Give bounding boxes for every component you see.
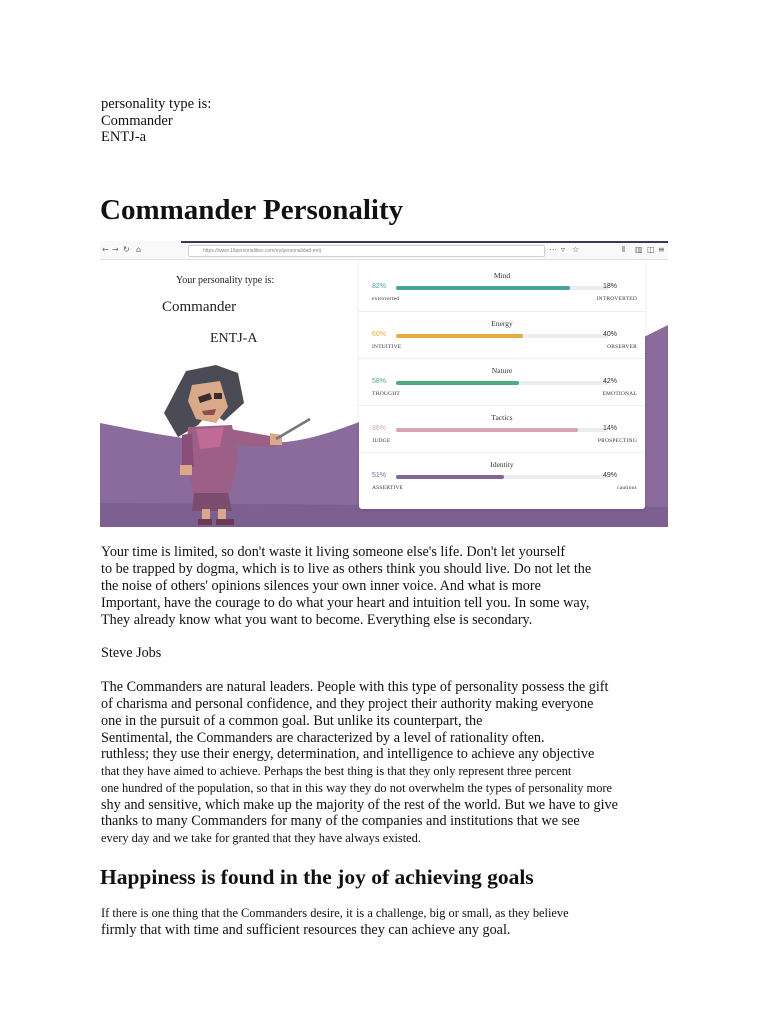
header-line-2: Commander [101, 113, 173, 129]
type-label: Your personality type is: [176, 275, 275, 286]
sidebar-icon: ▥ [635, 245, 643, 254]
trait-left-percent: 82% [372, 283, 387, 290]
trait-left-label: THOUGHT [372, 391, 400, 397]
quote-line: the noise of others' opinions silences your own inner voice. And what is more [101, 578, 541, 594]
back-icon: ← [102, 245, 109, 254]
trait-right-percent: 18% [602, 283, 617, 290]
last-line-2: firmly that with time and sufficient resources they can achieve any goal. [101, 922, 511, 938]
personality-result-screenshot [100, 241, 668, 527]
trait-left-label: JUDGE [372, 438, 391, 444]
paragraph-line: of charisma and personal confidence, and they project their authority making everyone [101, 696, 594, 712]
trait-right-label: cautious [617, 485, 637, 491]
trait-left-label: INTUITIVE [372, 344, 402, 350]
quote-line: They already know what you want to become. Everything else is secondary. [101, 612, 533, 628]
trait-bar-track [396, 428, 608, 432]
trait-left-percent: 60% [372, 331, 387, 338]
trait-right-percent: 14% [602, 425, 617, 432]
trait-left-label: extroverted [372, 296, 400, 302]
trait-bar-track [396, 475, 608, 479]
paragraph-line: one in the pursuit of a common goal. But unlike its counterpart, the [101, 713, 483, 729]
trait-name: Nature [491, 366, 513, 375]
last-line-1: If there is one thing that the Commanders desire, it is a challenge, big or small, as they believe [101, 906, 569, 920]
type-code: ENTJ-A [210, 331, 258, 346]
hamburger-icon: ≡ [658, 245, 665, 254]
quote-line: Important, have the courage to do what your heart and intuition tell you. In some way, [101, 595, 590, 611]
trait-row-nature [359, 358, 645, 406]
trait-name: Tactics [491, 413, 513, 422]
paragraph-line: that they have aimed to achieve. Perhaps the best thing is that they only represent three percent [101, 764, 572, 778]
trait-name: Energy [491, 319, 513, 328]
trait-bar-fill [396, 381, 519, 385]
menu-dots-icon: ⋯ [549, 245, 557, 254]
library-icon: ⫴ [622, 245, 626, 254]
trait-right-percent: 42% [602, 378, 617, 385]
quote-author: Steve Jobs [101, 645, 162, 661]
paragraph-line: shy and sensitive, which make up the majority of the rest of the world. But we have to give [101, 797, 618, 813]
star-icon: ☆ [572, 245, 580, 254]
paragraph-line: every day and we take for granted that they have always existed. [101, 831, 421, 845]
paragraph-line: thanks to many Commanders for many of the companies and institutions that we see [101, 813, 580, 829]
trait-left-percent: 58% [372, 378, 387, 385]
browser-toolbar [100, 241, 668, 260]
traits-panel [359, 260, 645, 509]
quote-line: to be trapped by dogma, which is to live as others think you should live. Do not let the [101, 561, 592, 577]
tab-strip-line [181, 241, 668, 243]
trait-row-identity [359, 452, 645, 500]
type-name: Commander [162, 299, 237, 315]
header-line-3: ENTJ-a [101, 129, 147, 145]
trait-right-label: PROSPECTING [597, 438, 637, 444]
section-heading: Happiness is found in the joy of achieving goals [100, 865, 534, 889]
header-line-1: personality type is: [101, 96, 212, 112]
extension-icon: ◫ [647, 245, 655, 254]
trait-right-label: OBSERVER [607, 344, 637, 350]
trait-row-tactics [359, 405, 645, 453]
trait-right-label: INTROVERTED [596, 296, 637, 302]
pocket-icon: ▿ [561, 245, 566, 254]
quote-line: Your time is limited, so don't waste it living someone else's life. Don't let yourself [101, 544, 566, 560]
commander-character-illustration [158, 363, 318, 527]
trait-left-percent: 86% [372, 425, 387, 432]
address-bar [188, 245, 545, 257]
forward-icon: → [112, 245, 119, 254]
trait-bar-fill [396, 428, 578, 432]
trait-bar-track [396, 334, 608, 338]
trait-bar-fill [396, 475, 504, 479]
page-title: Commander Personality [100, 194, 404, 226]
trait-row-energy [359, 311, 645, 359]
trait-row-mind [359, 264, 645, 311]
trait-left-percent: 51% [372, 472, 387, 479]
trait-bar-track [396, 381, 608, 385]
paragraph-line: ruthless; they use their energy, determination, and intelligence to achieve any objective [101, 746, 595, 762]
paragraph-line: The Commanders are natural leaders. People with this type of personality possess the gift [101, 679, 609, 695]
trait-name: Identity [490, 460, 514, 469]
trait-bar-fill [396, 334, 523, 338]
trait-right-label: EMOTIONAL [602, 391, 637, 397]
trait-bar-track [396, 286, 608, 290]
paragraph-line: Sentimental, the Commanders are characterized by a level of rationality often. [101, 730, 545, 746]
trait-name: Mind [493, 271, 511, 280]
trait-right-percent: 49% [602, 472, 617, 479]
trait-right-percent: 40% [602, 331, 617, 338]
url-text: https://www.16personalities.com/es/personalidad-entj [203, 248, 321, 254]
trait-left-label: ASSERTIVE [372, 485, 404, 491]
reload-icon: ↻ [123, 245, 130, 254]
paragraph-line: one hundred of the population, so that in this way they do not overwhelm the types of personality more [101, 781, 613, 795]
trait-bar-fill [396, 286, 570, 290]
home-icon: ⌂ [136, 245, 142, 254]
